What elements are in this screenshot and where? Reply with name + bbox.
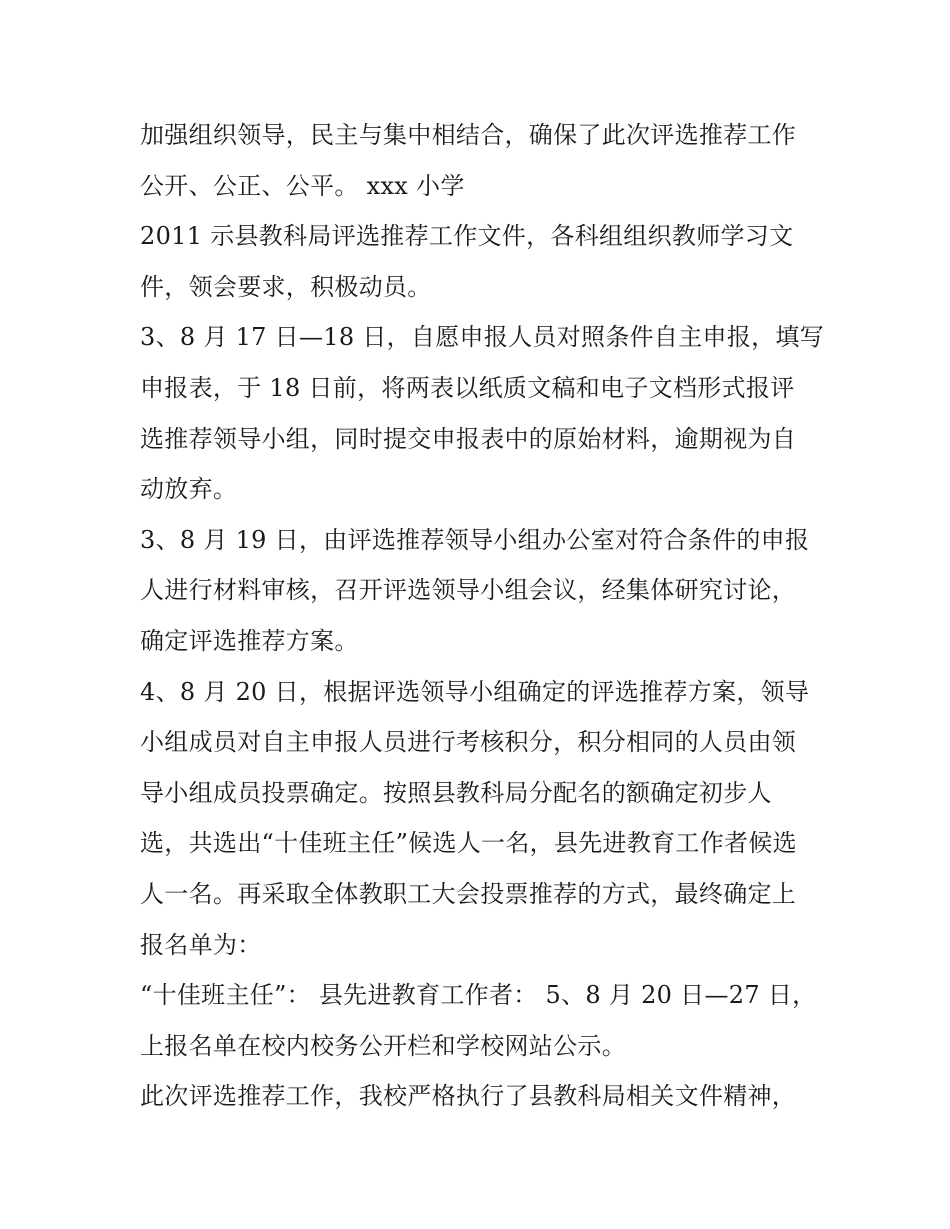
text-line: 人进行材料审核，召开评选领导小组会议，经集体研究讨论， (140, 576, 797, 605)
text-line: 选，共选出“十佳班主任”候选人一名，县先进教育工作者候选 (140, 829, 797, 858)
text-line: 动放弃。 (140, 475, 238, 504)
text-line: 加强组织领导，民主与集中相结合，确保了此次评选推荐工作 (140, 121, 797, 149)
text-line: 选推荐领导小组，同时提交申报表中的原始材料，逾期视为自 (140, 424, 797, 453)
text-line: 公开、公正、公平。 xxx 小学 (140, 171, 465, 200)
text-line: 2011 示县教科局评选推荐工作文件，各科组组织教师学习文 (140, 222, 794, 251)
text-line: “十佳班主任”： 县先进教育工作者： 5、8 月 20 日—27 日， (140, 981, 817, 1010)
text-line: 小组成员对自主申报人员进行考核积分，积分相同的人员由领 (140, 728, 797, 757)
text-line: 确定评选推荐方案。 (140, 626, 359, 655)
text-line: 3、8 月 17 日—18 日，自愿申报人员对照条件自主申报，填写 (140, 323, 825, 352)
text-line: 报名单为： (140, 930, 262, 959)
text-line: 导小组成员投票确定。按照县教科局分配名的额确定初步人 (140, 778, 772, 807)
document-body (140, 110, 830, 1122)
text-line: 人一名。再采取全体教职工大会投票推荐的方式，最终确定上 (140, 879, 797, 908)
text-line: 3、8 月 19 日，由评选推荐领导小组办公室对符合条件的申报 (140, 525, 810, 554)
text-line: 申报表，于 18 日前，将两表以纸质文稿和电子文档形式报评 (140, 373, 795, 402)
text-line: 上报名单在校内校务公开栏和学校网站公示。 (140, 1031, 626, 1060)
text-line: 4、8 月 20 日，根据评选领导小组确定的评选推荐方案，领导 (140, 677, 810, 706)
text-line: 件，领会要求，积极动员。 (140, 272, 432, 301)
text-line: 此次评选推荐工作，我校严格执行了县教科局相关文件精神， (140, 1082, 797, 1111)
